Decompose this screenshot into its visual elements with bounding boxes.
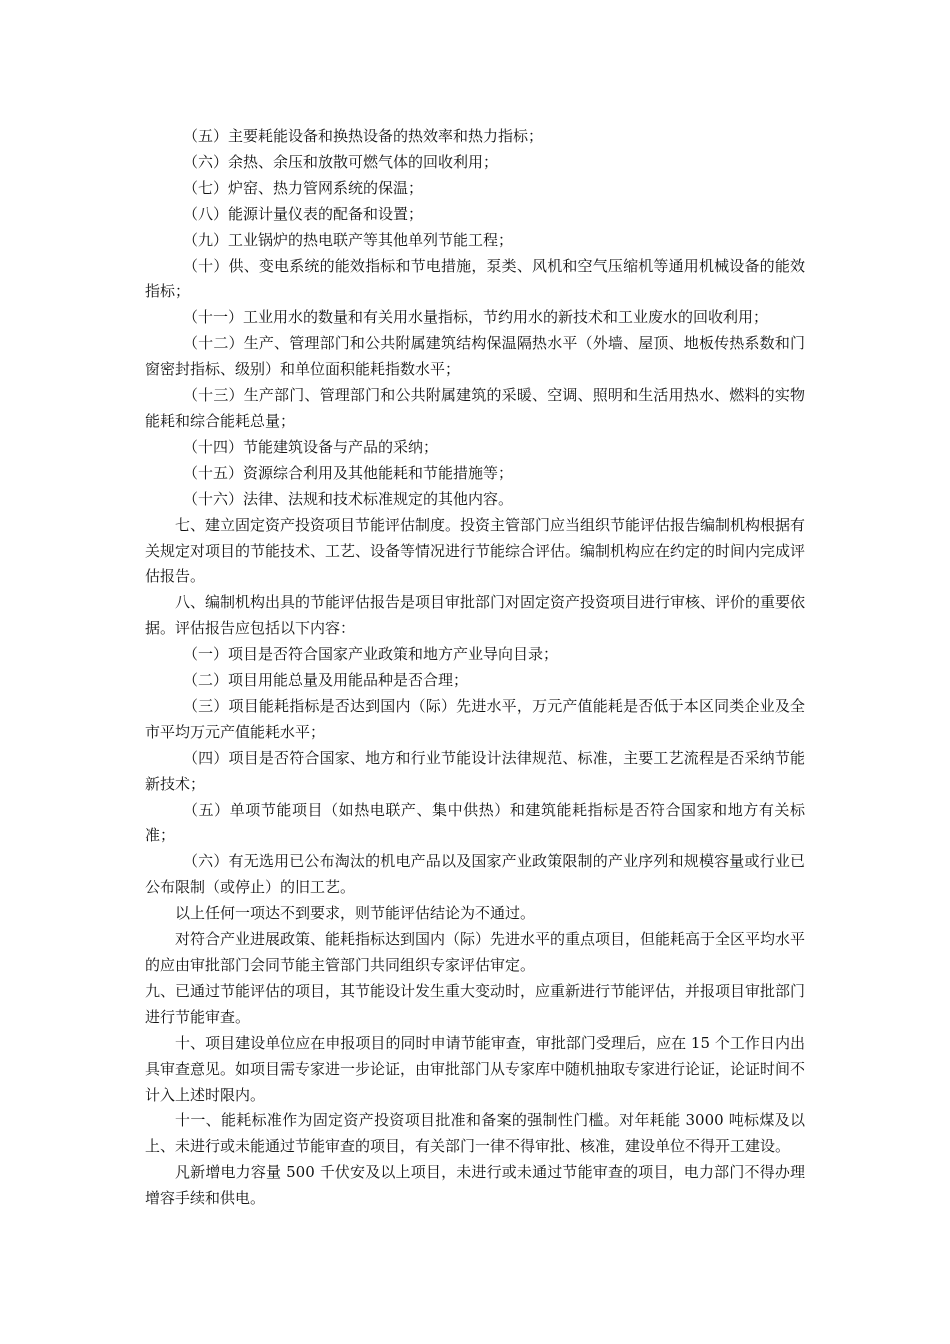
document-body [145,124,805,1212]
paragraph: （四）项目是否符合国家、地方和行业节能设计法律规范、标准，主要工艺流程是否采纳节能新技术； [145,748,805,793]
paragraph: 十一、能耗标准作为固定资产投资项目批准和备案的强制性门槛。对年耗能 3000 吨标煤及以上、未进行或未能通过节能审查的项目，有关部门一律不得审批、核准，建设单位不得开工建设。 [145,1111,805,1156]
paragraph: （五）单项节能项目（如热电联产、集中供热）和建筑能耗指标是否符合国家和地方有关标准； [145,800,805,845]
paragraph: （二）项目用能总量及用能品种是否合理； [183,671,469,690]
paragraph: 八、编制机构出具的节能评估报告是项目审批部门对固定资产投资项目进行审核、评价的重要依据。评估报告应包括以下内容： [145,593,806,638]
paragraph: （五）主要耗能设备和换热设备的热效率和热力指标； [183,127,544,145]
paragraph: （八）能源计量仪表的配备和设置； [183,204,424,223]
paragraph: （十）供、变电系统的能效指标和节电措施，泵类、风机和空气压缩机等通用机械设备的能效指标； [145,256,805,301]
paragraph: （六）余热、余压和放散可燃气体的回收利用； [183,152,499,171]
paragraph: （三）项目能耗指标是否达到国内（际）先进水平，万元产值能耗是否低于本区同类企业及全市平均万元产值能耗水平； [145,696,805,741]
paragraph: （十二）生产、管理部门和公共附属建筑结构保温隔热水平（外墙、屋顶、地板传热系数和门窗密封指标、级别）和单位面积能耗指数水平； [145,334,805,379]
paragraph: （十六）法律、法规和技术标准规定的其他内容。 [183,489,514,508]
paragraph: 凡新增电力容量 500 千伏安及以上项目，未进行或未通过节能审查的项目，电力部门不得办理增容手续和供电。 [145,1163,805,1208]
paragraph: （七）炉窑、热力管网系统的保温； [183,178,424,197]
paragraph: 七、建立固定资产投资项目节能评估制度。投资主管部门应当组织节能评估报告编制机构根据有关规定对项目的节能技术、工艺、设备等情况进行节能综合评估。编制机构应在约定的时间内完成评估报告。 [145,515,806,586]
paragraph: （十五）资源综合利用及其他能耗和节能措施等； [183,463,514,482]
paragraph: 以上任何一项达不到要求，则节能评估结论为不通过。 [175,904,536,923]
paragraph: 九、已通过节能评估的项目，其节能设计发生重大变动时，应重新进行节能评估，并报项目审批部门进行节能审查。 [145,981,806,1026]
paragraph: （十三）生产部门、管理部门和公共附属建筑的采暖、空调、照明和生活用热水、燃料的实物能耗和综合能耗总量； [145,386,805,430]
paragraph: （一）项目是否符合国家产业政策和地方产业导向目录； [183,645,559,664]
paragraph: （九）工业锅炉的热电联产等其他单列节能工程； [183,230,514,249]
paragraph: （六）有无选用已公布淘汰的机电产品以及国家产业政策限制的产业序列和规模容量或行业已公布限制（或停止）的旧工艺。 [145,852,805,897]
paragraph: 对符合产业进展政策、能耗指标达到国内（际）先进水平的重点项目，但能耗高于全区平均水平的应由审批部门会同节能主管部门共同组织专家评估审定。 [145,930,806,974]
paragraph: （十四）节能建筑设备与产品的采纳； [183,437,439,456]
paragraph: （十一）工业用水的数量和有关用水量指标，节约用水的新技术和工业废水的回收利用； [183,308,769,327]
paragraph: 十、项目建设单位应在申报项目的同时申请节能审查，审批部门受理后，应在 15 个工作日内出具审查意见。如项目需专家进一步论证，由审批部门从专家库中随机抽取专家进行论证，论证时间不计入上述时限内。 [145,1033,806,1104]
